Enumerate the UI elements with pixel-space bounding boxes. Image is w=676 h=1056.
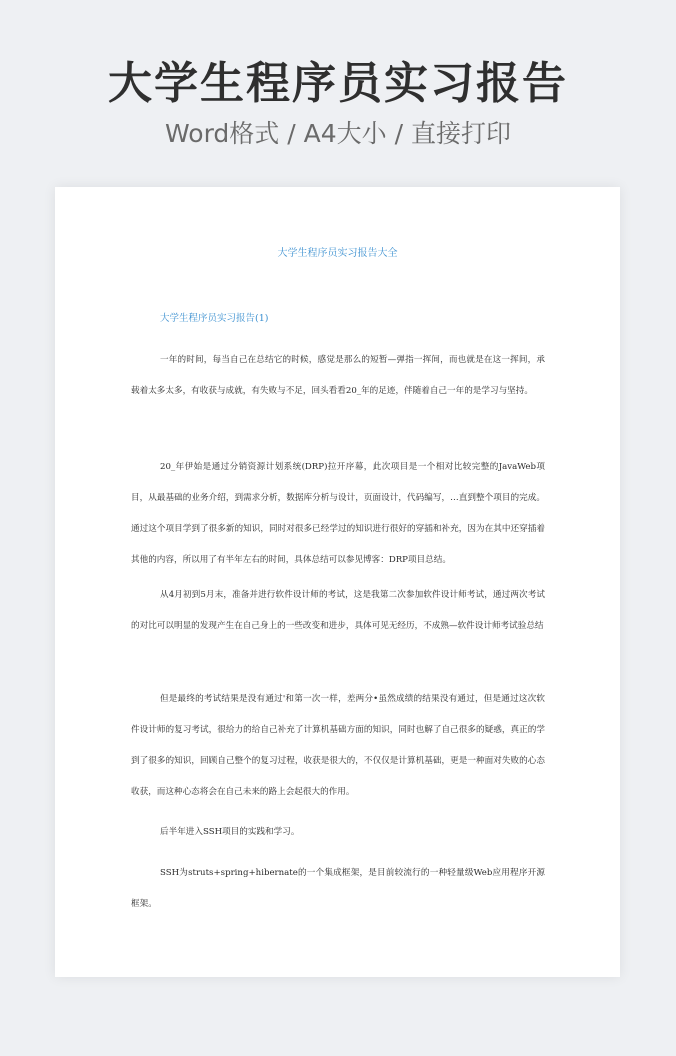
paragraph: [131, 684, 545, 808]
paragraph-text: 一年的时间，每当自己在总结它的时候，感觉是那么的短暂—弹指一挥间，而也就是在这一挥间，承载着太多太多，有收获与成就，有失败与不足，回头看看20_年的足迹，伴随着自己一年的是学习与坚持。: [131, 355, 545, 396]
banner-title: 大学生程序员实习报告: [108, 58, 568, 109]
paragraph: [131, 452, 545, 576]
paragraph: [131, 345, 545, 407]
banner-subtitle: Word格式 / A4大小 / 直接打印: [165, 119, 511, 148]
paragraph-text: 从4月初到5月末，准备并进行软件设计师的考试，这是我第二次参加软件设计师考试，通过两次考试的对比可以明显的发现产生在自己身上的一些改变和进步，具体可见无经历，不成熟—软件设计师考试验总结: [131, 590, 545, 631]
document-title: 大学生程序员实习报告大全: [277, 248, 398, 259]
paragraph: [131, 858, 545, 920]
paragraph-text: SSH为struts+spring+hibernate的一个集成框架，是目前较流行的一种轻量级Web应用程序开源框架。: [131, 868, 545, 909]
paragraph-text: 后半年进入SSH项目的实践和学习。: [160, 827, 300, 837]
document-page: [55, 187, 620, 977]
section-heading: 大学生程序员实习报告(1): [160, 313, 269, 324]
paragraph: [131, 580, 545, 642]
paragraph-text: 但是最终的考试结果是没有通过'和第一次一样，差两分•虽然成绩的结果没有通过，但是通过这次软件设计师的复习考试，很给力的给自己补充了计算机基础方面的知识，同时也解了自己很多的疑惑，真正的学到了很多的知识，回顾自己整个的复习过程，收获是很大的，不仅仅是计算机基础，更是一种面对失败的心态收获，而这种心态将会在自己未来的路上会起很大的作用。: [131, 694, 545, 797]
paragraph-text: 20_年伊始是通过分销资源计划系统(DRP)拉开序幕，此次项目是一个相对比较完整的JavaWeb项目，从最基础的业务介绍，到需求分析，数据库分析与设计，页面设计，代码编写，…直到整个项目的完成。通过这个项目学到了很多新的知识，同时对很多已经学过的知识进行很好的穿插和补充，因为在其中还穿插着其他的内容，所以用了有半年左右的时间，具体总结可以参见博客：DRP项目总结。: [131, 462, 545, 565]
paragraph: [131, 817, 545, 848]
